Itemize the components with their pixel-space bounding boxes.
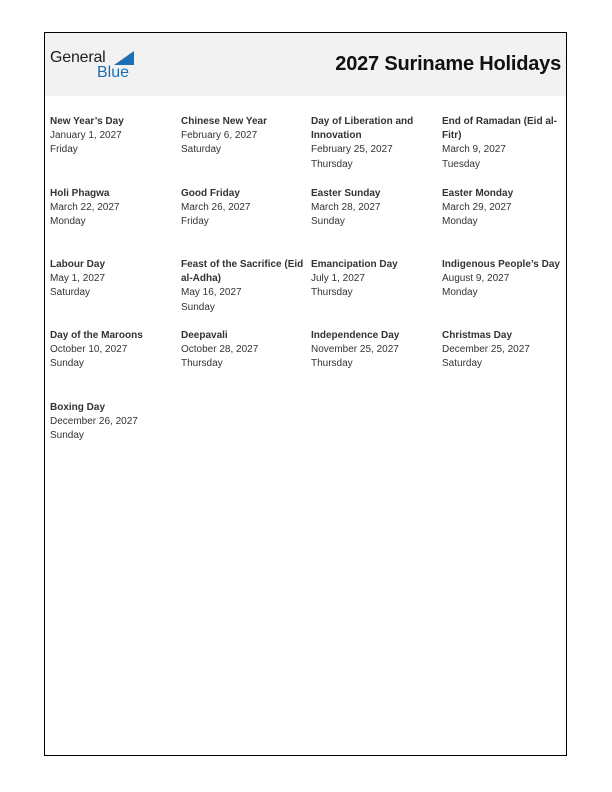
- holiday-item: [181, 187, 307, 230]
- holiday-weekday: Saturday: [181, 144, 222, 156]
- holiday-weekday: Monday: [50, 216, 86, 228]
- holiday-date: March 26, 2027: [181, 202, 251, 214]
- holiday-name: Christmas Day: [442, 330, 513, 341]
- holiday-item: [442, 115, 564, 172]
- holiday-name: Chinese New Year: [181, 116, 267, 127]
- holiday-item: [50, 401, 176, 444]
- holiday-date: November 25, 2027: [311, 344, 399, 356]
- holiday-name: Indigenous People’s Day: [442, 259, 560, 270]
- holiday-weekday: Sunday: [50, 430, 84, 442]
- holiday-item: [50, 329, 176, 372]
- holiday-date: March 22, 2027: [50, 202, 120, 214]
- holiday-weekday: Monday: [442, 287, 478, 299]
- holiday-name: Emancipation Day: [311, 259, 398, 270]
- logo: [50, 49, 140, 83]
- holiday-item: [311, 258, 437, 301]
- holiday-name: Good Friday: [181, 188, 240, 199]
- holiday-item: [181, 329, 307, 372]
- holiday-date: March 28, 2027: [311, 202, 381, 214]
- holiday-name: Holi Phagwa: [50, 188, 110, 199]
- holiday-date: August 9, 2027: [442, 273, 510, 285]
- holiday-item: [181, 115, 307, 158]
- holiday-name: Independence Day: [311, 330, 400, 341]
- holiday-item: [311, 115, 437, 172]
- holiday-weekday: Friday: [50, 144, 78, 156]
- holiday-item: [311, 187, 437, 230]
- holiday-weekday: Monday: [442, 216, 478, 228]
- holiday-weekday: Sunday: [50, 358, 84, 370]
- holiday-name: Day of Liberation and Innovation: [311, 116, 414, 142]
- holiday-name: Feast of the Sacrifice (Eid al-Adha): [181, 259, 304, 285]
- holiday-item: [442, 187, 564, 230]
- holiday-weekday: Thursday: [311, 287, 353, 299]
- logo-triangle-icon: [114, 51, 134, 65]
- holiday-item: [442, 329, 564, 372]
- holiday-item: [50, 115, 176, 158]
- holiday-name: Labour Day: [50, 259, 106, 270]
- holiday-name: Easter Sunday: [311, 188, 381, 199]
- holiday-name: End of Ramadan (Eid al-Fitr): [442, 116, 558, 142]
- holiday-name: Day of the Maroons: [50, 330, 143, 341]
- holiday-name: New Year’s Day: [50, 116, 124, 127]
- holiday-name: Easter Monday: [442, 188, 514, 199]
- holiday-weekday: Tuesday: [442, 158, 480, 170]
- holiday-date: October 28, 2027: [181, 344, 259, 356]
- holiday-date: July 1, 2027: [311, 273, 365, 285]
- holiday-date: May 1, 2027: [50, 273, 106, 285]
- header: [45, 33, 566, 96]
- holiday-item: [50, 187, 176, 230]
- holiday-weekday: Thursday: [311, 158, 353, 170]
- holiday-weekday: Saturday: [50, 287, 91, 299]
- page-frame: [44, 32, 567, 756]
- holiday-date: February 6, 2027: [181, 130, 258, 142]
- holiday-weekday: Sunday: [181, 301, 215, 313]
- holiday-item: [181, 258, 307, 315]
- holiday-weekday: Friday: [181, 216, 209, 228]
- holiday-item: [50, 258, 176, 301]
- holiday-date: December 26, 2027: [50, 416, 138, 428]
- holiday-date: May 16, 2027: [181, 287, 242, 299]
- holiday-date: December 25, 2027: [442, 344, 530, 356]
- logo-blue-text: Blue: [97, 64, 130, 81]
- holiday-date: January 1, 2027: [50, 130, 122, 142]
- holiday-item: [442, 258, 564, 301]
- holiday-weekday: Saturday: [442, 358, 483, 370]
- holiday-weekday: Sunday: [311, 216, 345, 228]
- holiday-weekday: Thursday: [311, 358, 353, 370]
- holiday-name: Boxing Day: [50, 402, 106, 413]
- holiday-date: October 10, 2027: [50, 344, 128, 356]
- page-title: 2027 Suriname Holidays: [335, 53, 561, 75]
- holiday-date: March 29, 2027: [442, 202, 512, 214]
- holiday-item: [311, 329, 437, 372]
- holiday-weekday: Thursday: [181, 358, 223, 370]
- holiday-date: March 9, 2027: [442, 144, 506, 156]
- holiday-date: February 25, 2027: [311, 144, 393, 156]
- logo-general-text: General: [50, 49, 106, 66]
- holiday-name: Deepavali: [181, 330, 228, 341]
